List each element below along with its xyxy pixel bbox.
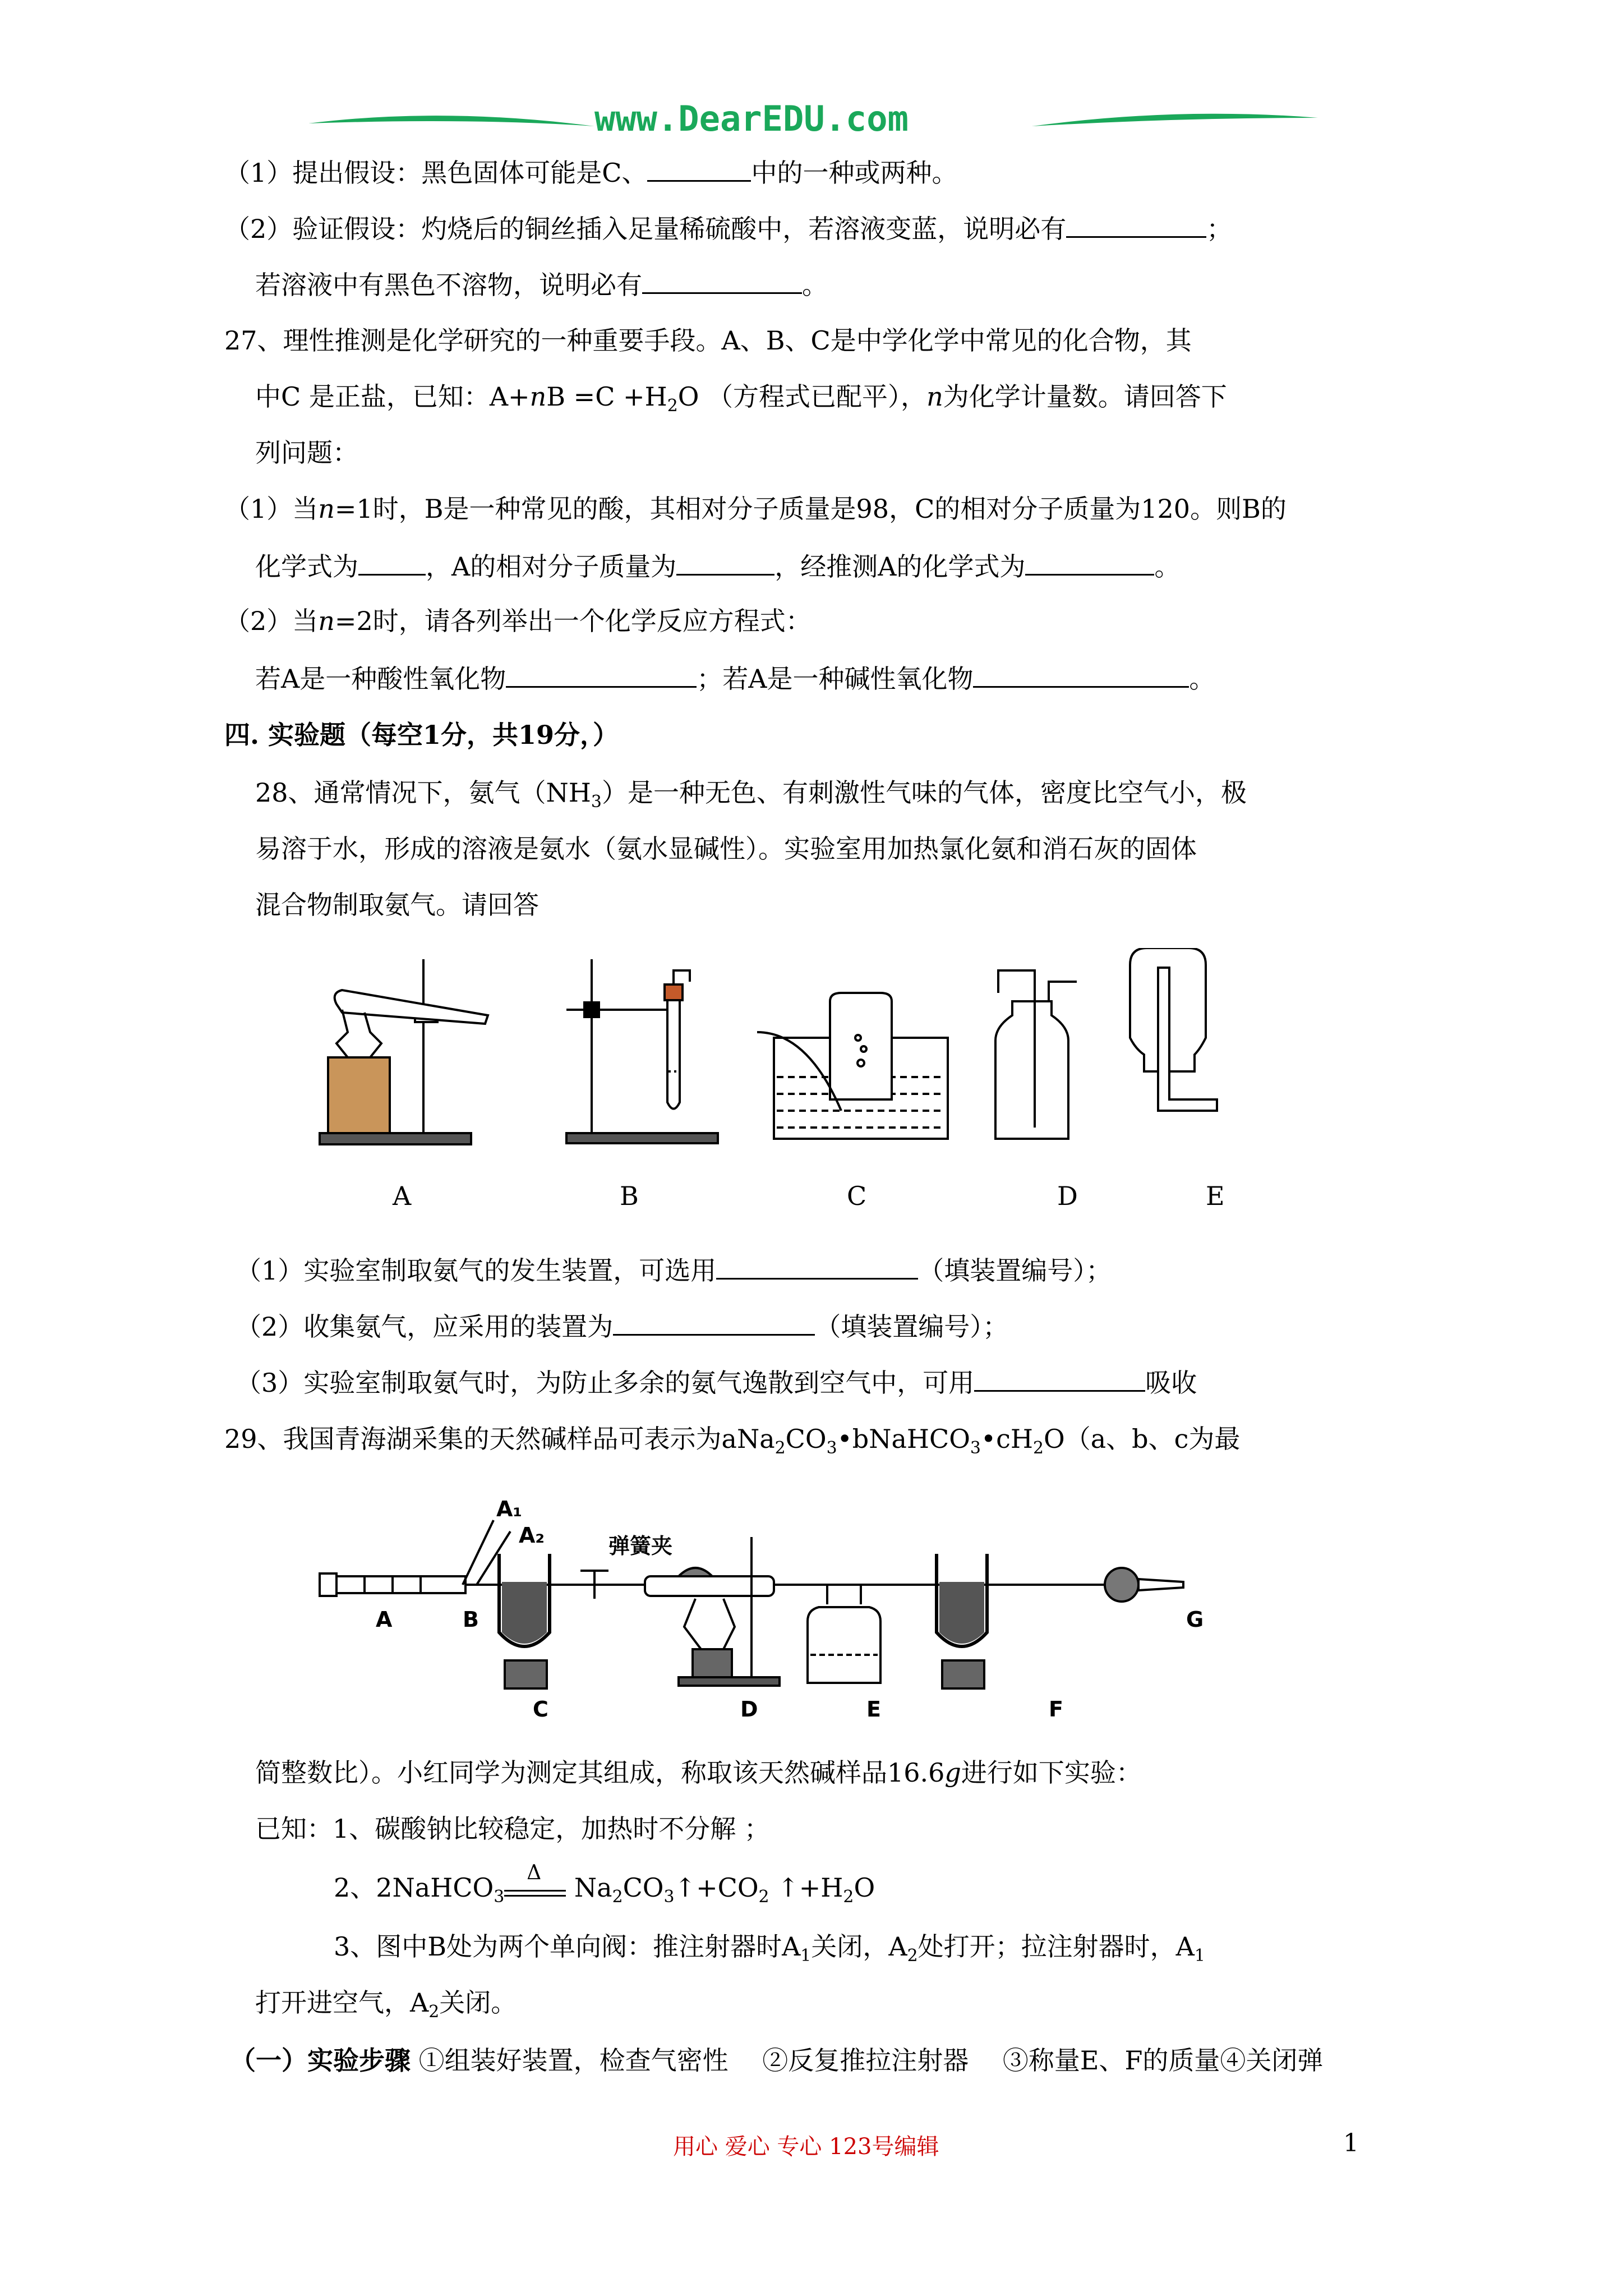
q27-line3: 列问题： (255, 438, 358, 468)
q29-steps: （一）实验步骤 ①组装好装置，检查气密性 ②反复推拉注射器 ③称量E、F的质量④关闭弹 (230, 2045, 1324, 2076)
q29-line2: 简整数比）。小红同学为测定其组成，称取该天然碱样品16.6g进行如下实验： (255, 1757, 1142, 1788)
q29-known2-equation: 2、2NaHCO$_3$ Δ $Na_2CO_3↑+CO_2$ $↑+H_2O$ (334, 1861, 875, 1907)
answer-blank[interactable] (1066, 210, 1206, 238)
answer-blank[interactable] (642, 266, 802, 294)
diagram-label: E (866, 1697, 881, 1722)
apparatus-d (995, 970, 1077, 1139)
q29-known3-cont: 打开进空气，$A_2$关闭。 (255, 1987, 517, 2022)
answer-blank[interactable] (647, 154, 751, 182)
answer-blank[interactable] (974, 1364, 1145, 1392)
answer-blank[interactable] (613, 1308, 815, 1336)
syringe-a (320, 1573, 465, 1596)
diagram-label-a2: A₂ (519, 1523, 545, 1548)
ammonia-apparatus-diagram (303, 948, 1267, 1172)
u-tube-c (499, 1554, 550, 1688)
gas-bottle-e (808, 1585, 880, 1683)
answer-blank[interactable] (716, 1252, 918, 1280)
q28-answer2: （2）收集氨气，应采用的装置为 （填装置编号）； (236, 1308, 1008, 1343)
drying-tube-g (1105, 1568, 1183, 1602)
diagram-label-spring-clip: 弹簧夹 (608, 1534, 673, 1558)
section-title: 四. 实验题（每空1分，共19分，） (224, 720, 619, 750)
logo-swoosh-right (1032, 114, 1318, 126)
answer-blank[interactable] (506, 660, 697, 688)
q26-item1: （1）提出假设：黑色固体可能是C、 中的一种或两种。 (224, 154, 957, 190)
q28-line2: 易溶于水，形成的溶液是氨水（氨水显碱性）。实验室用加热氯化氨和消石灰的固体 (255, 834, 1197, 864)
logo-text: www.DearEDU.com (594, 98, 909, 139)
apparatus-b (566, 959, 718, 1143)
footer-text: 用心 爱心 专心 123号编辑 (673, 2134, 939, 2160)
page-number: 1 (1343, 2129, 1359, 2157)
valve-a2 (477, 1531, 510, 1585)
valve-a1 (463, 1520, 494, 1585)
q27-line2: 中C 是正盐，已知：$A+nB =C +H_2O$ （方程式已配平），n为化学计量数。请回答下 (255, 381, 1227, 416)
q29-line1: 29、我国青海湖采集的天然碱样品可表示为$aNa_2CO_3•bNaHCO_3•cH_2O(a$、b、c为最 (224, 1424, 1241, 1458)
answer-blank[interactable] (358, 548, 426, 576)
q28-line1: 28、通常情况下，氨气$(NH_3)$是一种无色、有刺激性气味的气体，密度比空气小，极 (255, 777, 1247, 812)
apparatus-e (1130, 948, 1217, 1111)
apparatus-label: C (847, 1181, 867, 1211)
diagram-label: G (1186, 1607, 1204, 1632)
logo-swoosh-left (308, 116, 594, 126)
q26-item2: （2）验证假设：灼烧后的铜丝插入足量稀硫酸中，若溶液变蓝，说明必有 ； (224, 210, 1232, 246)
q29-known1: 已知：1、碳酸钠比较稳定，加热时不分解 ； (255, 1814, 770, 1844)
q27-part2-answers: 若A是一种酸性氧化物 ；若A是一种碱性氧化物 。 (255, 660, 1215, 696)
apparatus-label: E (1206, 1181, 1225, 1211)
diagram-label-a1: A₁ (496, 1497, 523, 1521)
diagram-label: C (533, 1697, 548, 1722)
diagram-label: D (740, 1697, 758, 1722)
q28-line3: 混合物制取氨气。请回答 (255, 890, 539, 920)
apparatus-label: D (1057, 1181, 1078, 1211)
natural-soda-apparatus-diagram (308, 1492, 1262, 1694)
q29-known3: 3、图中B处为两个单向阀：推注射器时$A_1$关闭，$A_2$处打开；拉注射器时，$A_1$ (334, 1931, 1205, 1966)
answer-blank[interactable] (676, 548, 774, 576)
apparatus-a (320, 959, 488, 1144)
q27-part2: （2）当n=2时，请各列举出一个化学反应方程式： (224, 606, 811, 636)
answer-blank[interactable] (973, 660, 1189, 688)
q27-part1-answers: 化学式为 ，A的相对分子质量为 ，经推测A的化学式为 。 (255, 548, 1180, 583)
answer-blank[interactable] (1025, 548, 1154, 576)
apparatus-label: B (620, 1181, 639, 1211)
q26-item2b: 若溶液中有黑色不溶物，说明必有 。 (255, 266, 828, 302)
q27-line1: 27、理性推测是化学研究的一种重要手段。A、B、C是中学化学中常见的化合物，其 (224, 325, 1192, 356)
diagram-label: F (1049, 1697, 1063, 1722)
q28-answer3: （3）实验室制取氨气时，为防止多余的氨气逸散到空气中，可用 吸收 (236, 1364, 1197, 1400)
q28-answer1: （1）实验室制取氨气的发生装置，可选用 （填装置编号）； (236, 1252, 1112, 1287)
q27-part1: （1）当n=1时，B是一种常见的酸，其相对分子质量是98，C的相对分子质量为120。则B的 (224, 494, 1287, 524)
diagram-label: B (463, 1607, 479, 1632)
diagram-label: A (376, 1607, 393, 1632)
apparatus-label: A (393, 1181, 412, 1211)
apparatus-c (757, 993, 948, 1139)
u-tube-f (937, 1554, 987, 1688)
